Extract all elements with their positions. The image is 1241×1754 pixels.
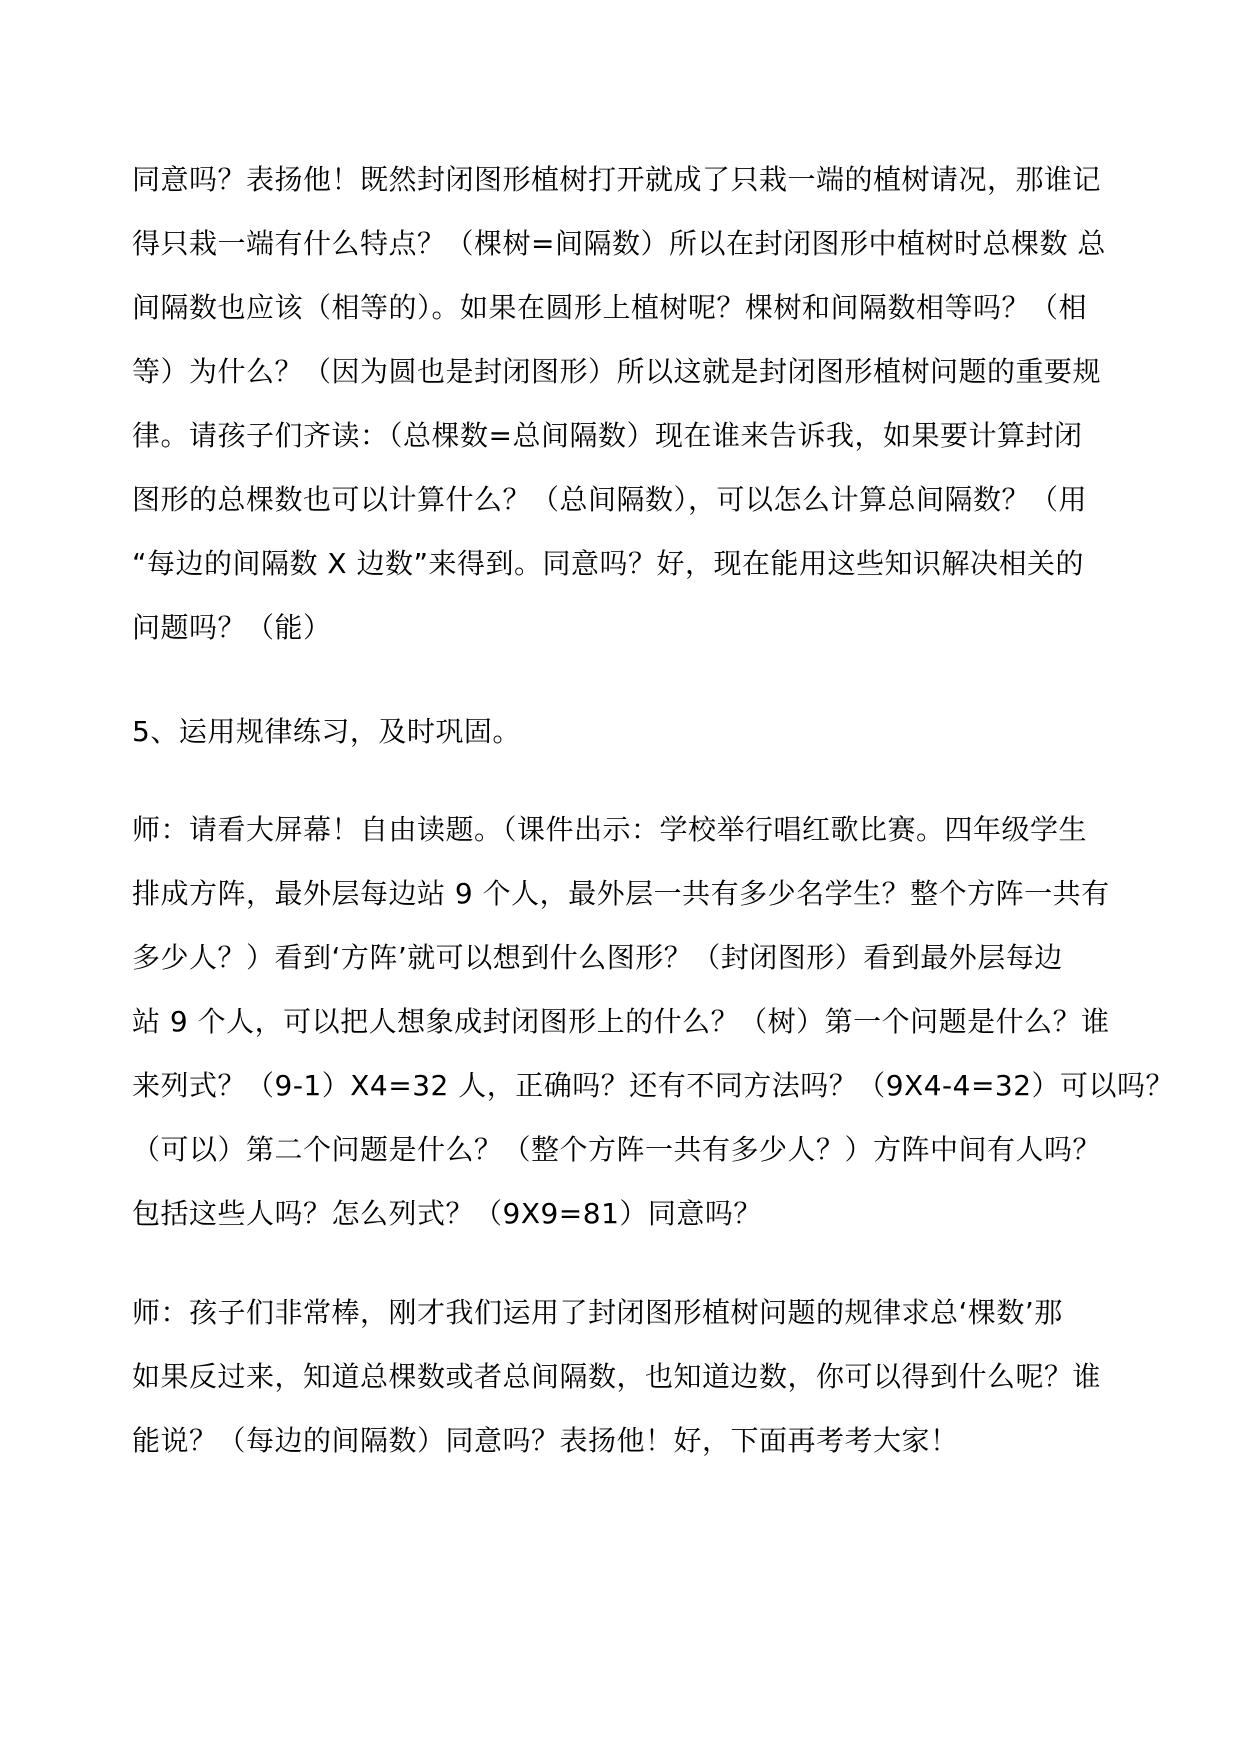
text-line: 等）为什么？（因为圆也是封闭图形）所以这就是封闭图形植树问题的重要规 [132,355,1102,388]
paragraph-closed-shape-rule [132,148,1122,660]
text-line: 包括这些人吗？怎么列式？（9X9=81）同意吗？ [132,1197,762,1230]
paragraph-square-formation-exercise [132,798,1175,1246]
text-line: “每边的间隔数 X 边数”来得到。同意吗？好，现在能用这些知识解决相关的 [132,547,1084,580]
text-line: 间隔数也应该（相等的）。如果在圆形上植树呢？棵树和间隔数相等吗？（相 [132,291,1088,324]
text-line: 多少人？）看到‘方阵’就可以想到什么图形？（封闭图形）看到最外层每边 [132,941,1063,974]
text-line: 站 9 个人，可以把人想象成封闭图形上的什么？（树）第一个问题是什么？谁 [132,1005,1110,1038]
text-line: 同意吗？表扬他！既然封闭图形植树打开就成了只栽一端的植树请况，那谁记 [132,163,1102,196]
section-heading [132,700,1122,764]
text-line: 如果反过来，知道总棵数或者总间隔数，也知道边数，你可以得到什么呢？谁 [132,1360,1102,1393]
text-line: 问题吗？（能） [132,611,332,644]
text-line: 来列式？（9-1）X4=32 人，正确吗？还有不同方法吗？（9X4-4=32）可以吗？ [132,1069,1175,1102]
text-line: 5、运用规律练习，及时巩固。 [132,715,521,748]
text-line: 师：孩子们非常棒，刚才我们运用了封闭图形植树问题的规律求总‘棵数’那 [132,1296,1063,1329]
text-line: （可以）第二个问题是什么？（整个方阵一共有多少人？）方阵中间有人吗？ [132,1133,1102,1166]
paragraph-reverse-problem [132,1281,1122,1473]
text-line: 师：请看大屏幕！自由读题。（课件出示：学校举行唱红歌比赛。四年级学生 [132,813,1088,846]
text-line: 图形的总棵数也可以计算什么？（总间隔数），可以怎么计算总间隔数？（用 [132,483,1088,516]
text-line: 得只栽一端有什么特点？（棵树=间隔数）所以在封闭图形中植树时总棵数 总 [132,227,1106,260]
text-line: 排成方阵，最外层每边站 9 个人，最外层一共有多少名学生？整个方阵一共有 [132,877,1110,910]
text-line: 律。请孩子们齐读：（总棵数=总间隔数）现在谁来告诉我，如果要计算封闭 [132,419,1083,452]
text-line: 能说？（每边的间隔数）同意吗？表扬他！好，下面再考考大家！ [132,1424,959,1457]
